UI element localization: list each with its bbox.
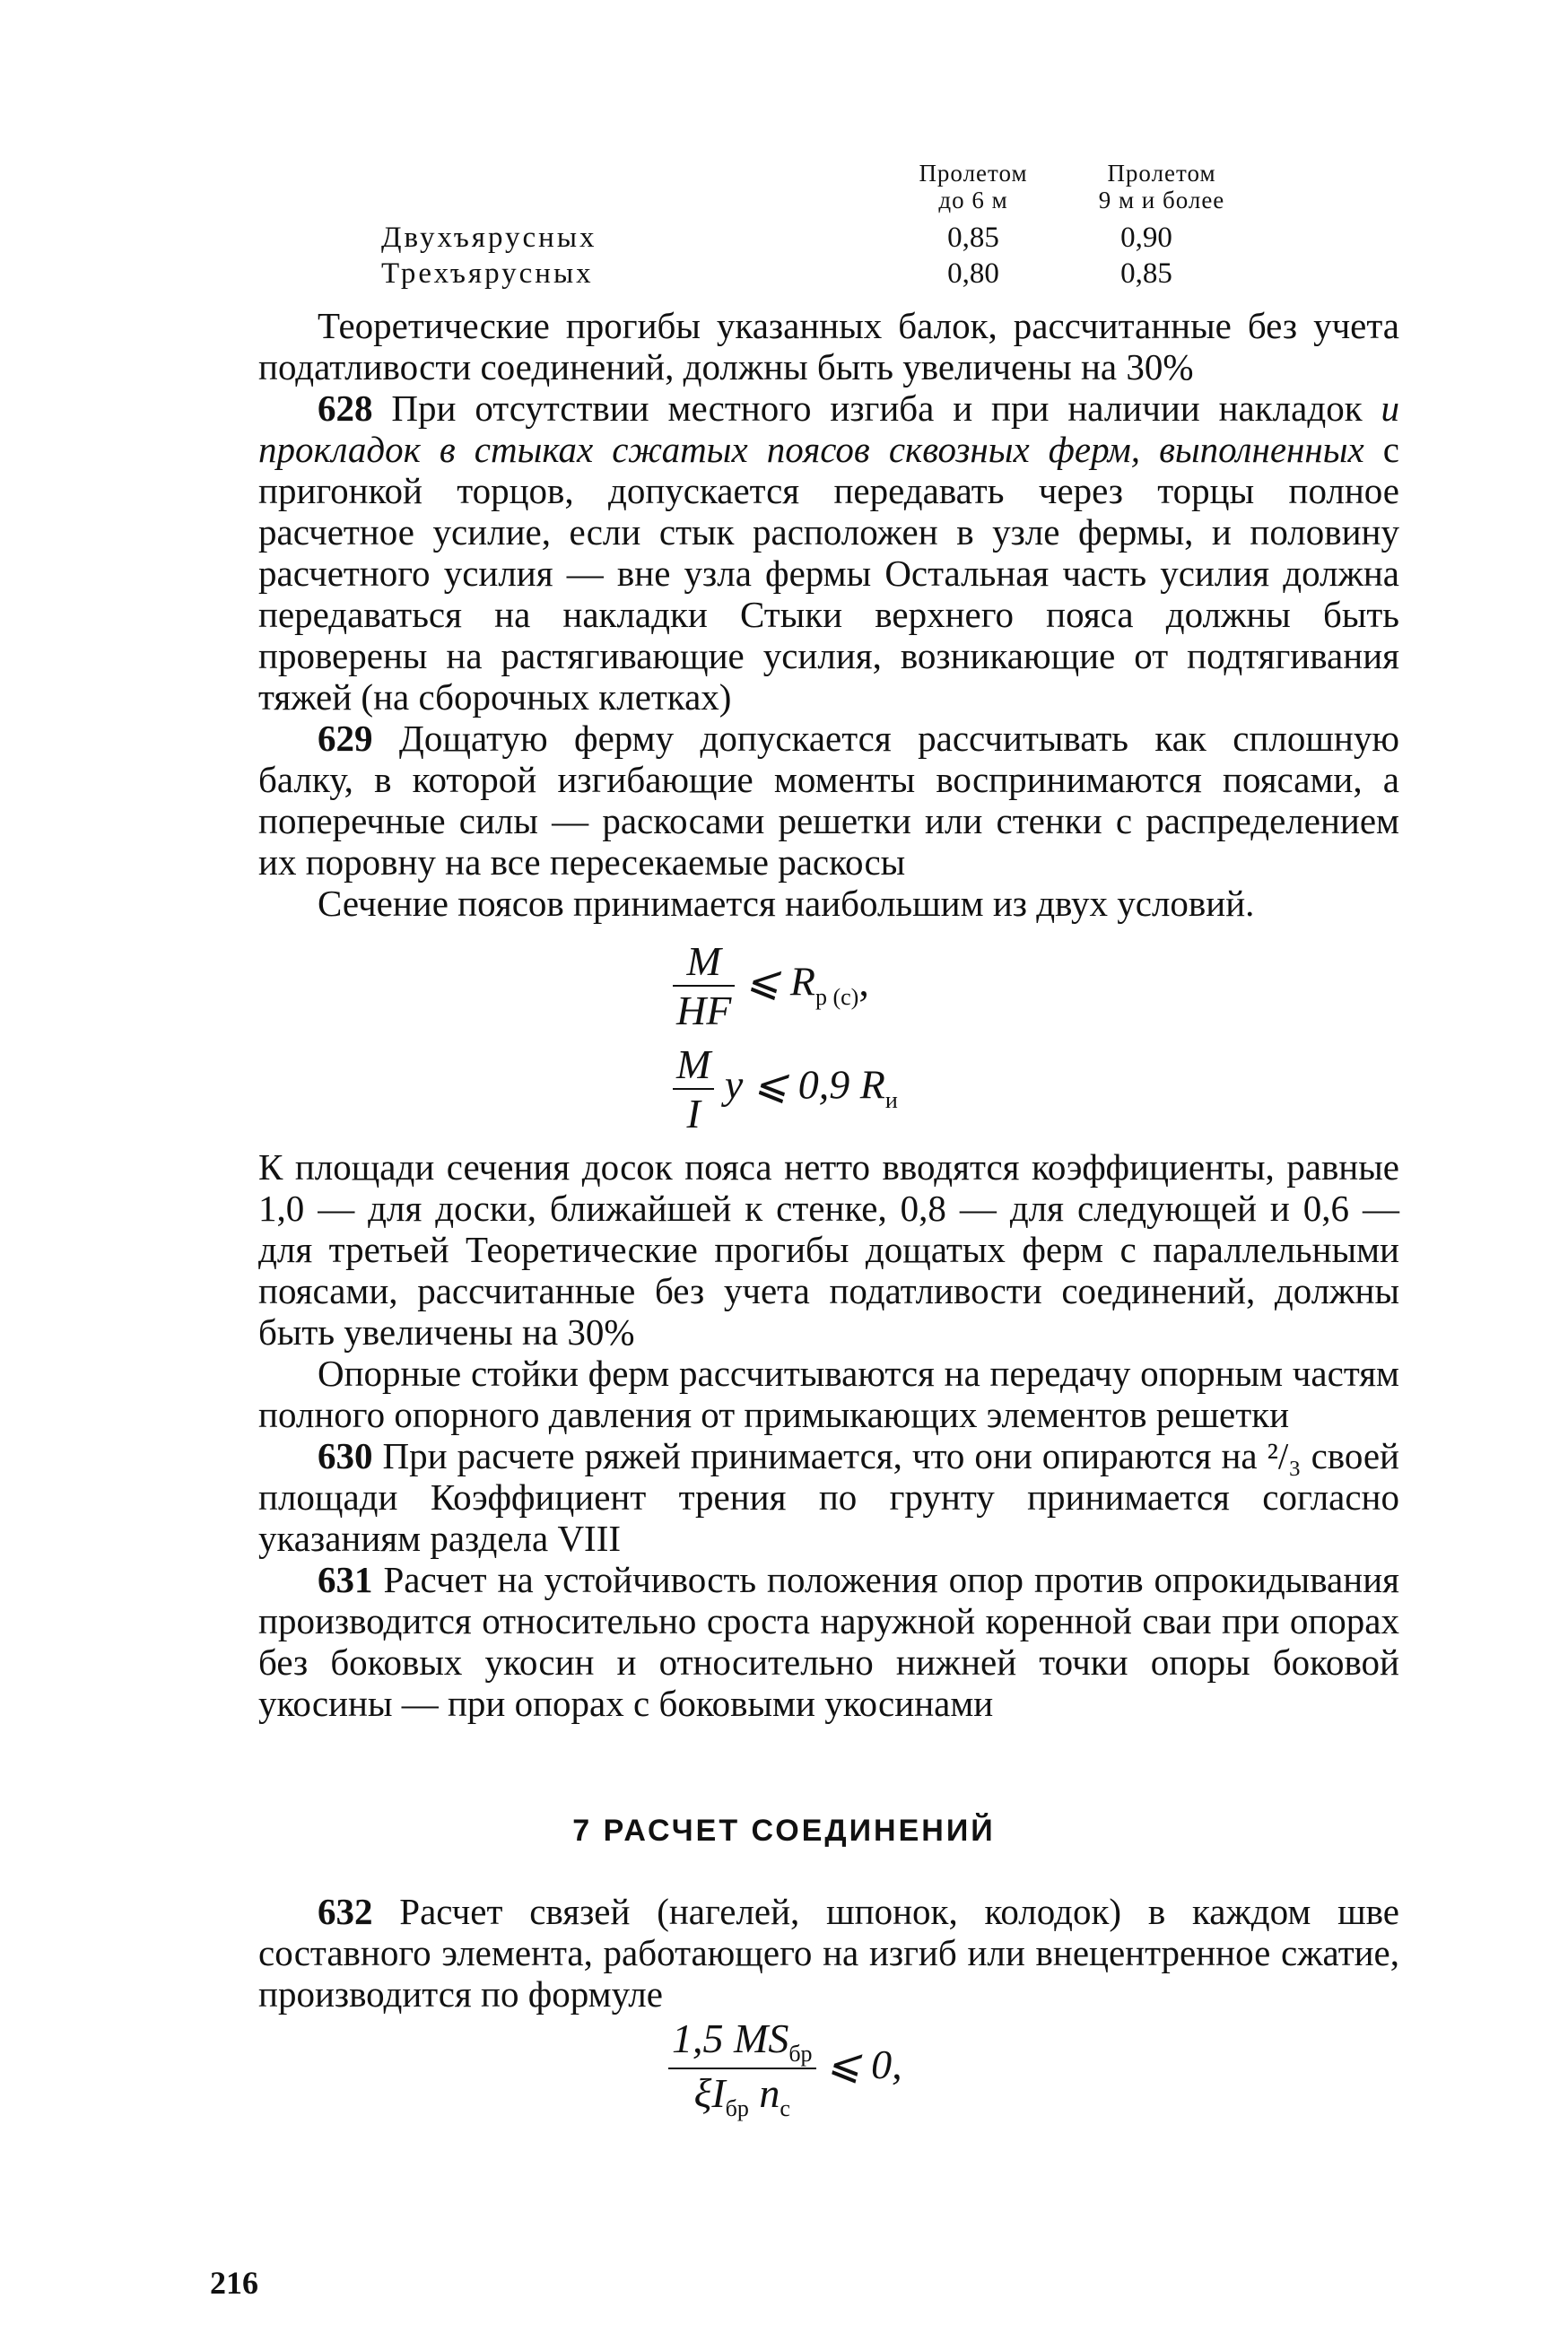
clause-number: 631: [318, 1559, 373, 1600]
numerator: M: [673, 937, 735, 987]
numerator: [668, 2015, 816, 2069]
page-number: 216: [210, 2265, 258, 2301]
denominator-text: ξI: [693, 2070, 726, 2117]
fraction-text: ²/₃: [1267, 1435, 1302, 1476]
text-block-bottom: [258, 1891, 1399, 2015]
numerator-text: 1,5 MS: [672, 2016, 789, 2061]
punctuation: ,: [858, 958, 869, 1005]
text-block-lower: [258, 1146, 1399, 1724]
denominator: I: [686, 1091, 701, 1136]
denominator-text: n: [748, 2070, 780, 2117]
subscript: бр: [788, 2041, 813, 2068]
paragraph-text: Расчет на устойчивость положения опор против опрокидывания производится относительно сроста наружной коренной сваи при опорах без боковых укосин и относительно нижней точки опоры боковой укосины — при опорах с боковыми укосинами: [258, 1559, 1399, 1724]
fraction: [673, 937, 735, 1034]
formula-connections: [668, 2015, 902, 2122]
paragraph-632: [258, 1891, 1399, 2015]
paragraph-net-area: К площади сечения досок пояса нетто вводятся коэффициенты, равные 1,0 — для доски, ближайшей к стенке, 0,8 — для следующей и 0,6 — для третьей Теоретические прогибы дощатых ферм с параллельными поясами, рассчитанные без учета податливости соединений, должны быть увеличены на 30%: [258, 1146, 1399, 1353]
subscript: с: [780, 2095, 790, 2122]
paragraph-631: [258, 1559, 1399, 1724]
paragraph-text: Дощатую ферму допускается рассчитывать как сплошную балку, в которой изгибающие моменты воспринимаются поясами, а поперечные силы — раскосами решетки или стенки с распределением их поровну на все пересекаемые раскосы: [258, 718, 1399, 883]
subscript: и: [884, 1086, 898, 1113]
table-cell: 0,85: [1120, 257, 1172, 290]
clause-number: 629: [318, 718, 373, 759]
table-row-label: Двухъярусных: [381, 222, 597, 254]
paragraph-text: Расчет связей (нагелей, шпонок, колодок) в каждом шве составного элемента, работающего на изгиб или внецентренное сжатие, производится по формуле: [258, 1891, 1399, 2015]
subscript: р (с): [814, 983, 859, 1010]
table-cell: 0,90: [1120, 222, 1172, 254]
paragraph-text: При расчете ряжей принимается, что они опираются на: [372, 1435, 1267, 1476]
denominator: HF: [676, 988, 732, 1033]
paragraph-section-condition: Сечение поясов принимается наибольшим из двух условий.: [318, 883, 1255, 924]
denominator: [668, 2069, 816, 2122]
subscript: бр: [725, 2095, 749, 2122]
table-cell: 0,85: [947, 222, 999, 254]
fraction: [668, 2015, 816, 2122]
italic-text: и прокладок в стыках сжатых поясов сквозных ферм, выполненных: [258, 387, 1399, 470]
paragraph-628: [258, 387, 1399, 718]
relation: y ⩽ 0,9 R: [724, 1061, 885, 1108]
numerator: M: [673, 1040, 714, 1090]
paragraph-support-posts: Опорные стойки ферм рассчитываются на передачу опорным частям полного опорного давления от примыкающих элементов решетки: [258, 1353, 1399, 1435]
table-cell: 0,80: [947, 257, 999, 290]
clause-number: 632: [318, 1891, 373, 1932]
fraction: [673, 1040, 714, 1137]
relation: ⩽ 0,: [826, 2041, 902, 2087]
table-header-span-6m: Пролетом до 6 м: [919, 160, 1028, 213]
clause-number: 630: [318, 1435, 373, 1476]
paragraph-text: своей площади Коэффициент трения по грунту принимается согласно указаниям раздела VIII: [258, 1435, 1399, 1559]
formula-bending: [673, 1040, 898, 1137]
paragraph-630: [258, 1435, 1399, 1559]
formula-stress: [673, 937, 869, 1034]
relation: ⩽ R: [745, 958, 815, 1005]
table-header-span-9m: Пролетом 9 м и более: [1098, 160, 1225, 213]
clause-number: 628: [318, 387, 373, 429]
text-block-upper: [258, 305, 1399, 924]
paragraph-text: При отсутствии местного изгиба и при наличии накладок: [372, 387, 1381, 429]
table-row-label: Трехъярусных: [381, 257, 594, 290]
section-heading: 7 РАСЧЕТ СОЕДИНЕНИЙ: [572, 1814, 996, 1848]
paragraph-deflection: Теоретические прогибы указанных балок, рассчитанные без учета податливости соединений, должны быть увеличены на 30%: [258, 305, 1399, 387]
paragraph-text: с пригонкой торцов, допускается передавать через торцы полное расчетное усилие, если стык расположен в узле фермы, и половину расчетного усилия — вне узла фермы Остальная часть усилия должна передаваться на накладки Стыки верхнего пояса должны быть проверены на растягивающие усилия, возникающие от подтягивания тяжей (на сборочных клетках): [258, 429, 1399, 718]
paragraph-629: [258, 718, 1399, 883]
